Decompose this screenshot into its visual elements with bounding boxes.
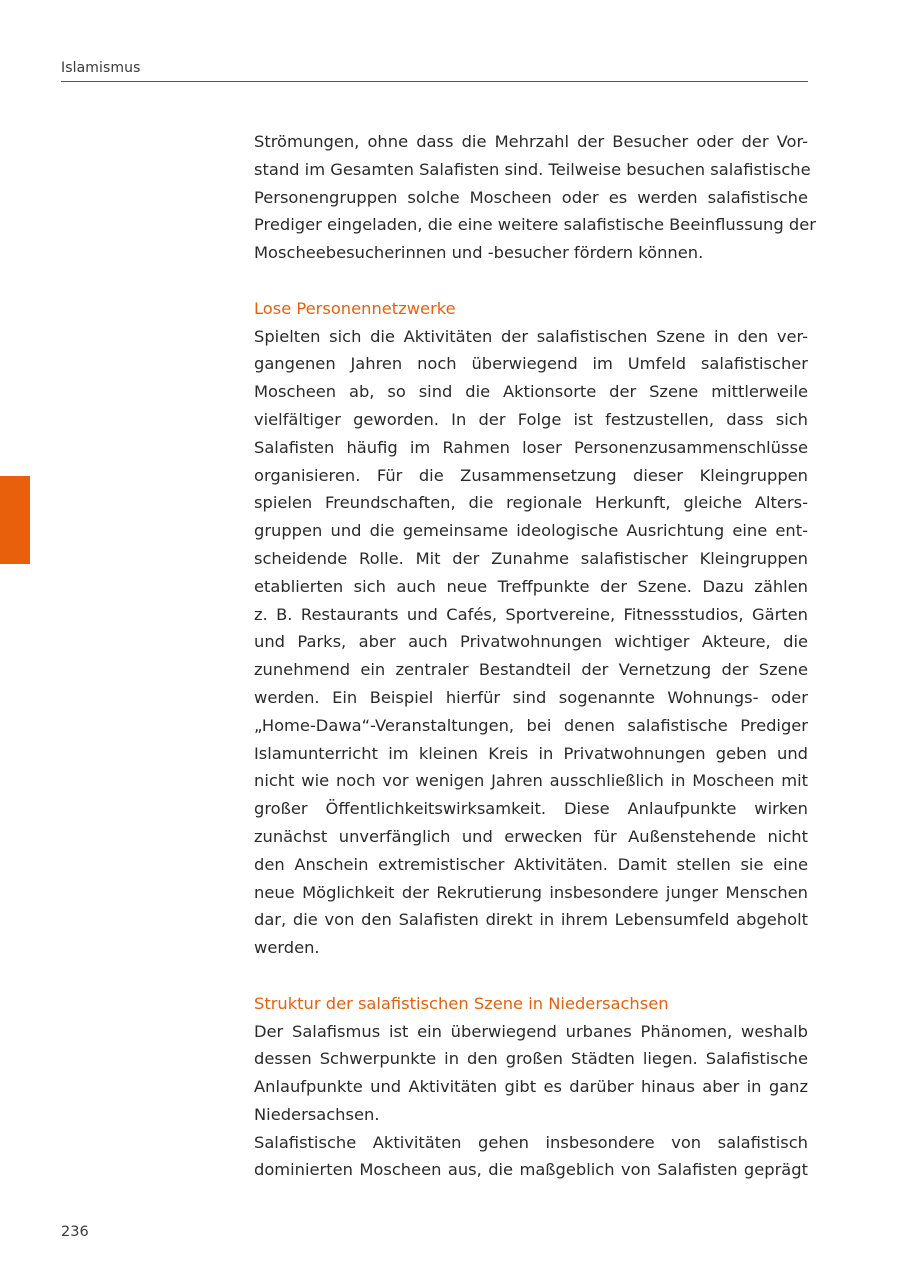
text-line: Personengruppen solche Moscheen oder es werden salafistische	[254, 187, 808, 207]
text-line: werden.	[254, 938, 320, 958]
text-line: Strömungen, ohne dass die Mehrzahl der Besucher oder der Vor-	[254, 132, 808, 151]
text-line: etablierten sich auch neue Treffpunkte der Szene. Dazu zählen	[254, 576, 808, 596]
text-line: Niedersachsen.	[254, 1104, 380, 1124]
text-line: und Parks, aber auch Privatwohnungen wichtiger Akteure, die	[254, 632, 808, 652]
text-line: Islamunterricht im kleinen Kreis in Privatwohnungen geben und	[254, 743, 808, 763]
paragraph-gap	[254, 962, 808, 990]
text-line: z. B. Restaurants und Cafés, Sportvereine, Fitnessstudios, Gärten	[254, 604, 808, 624]
text-line: gangenen Jahren noch überwiegend im Umfeld salafistischer	[254, 354, 808, 374]
text-line: dar, die von den Salafisten direkt in ihrem Lebensumfeld abgeholt	[254, 910, 808, 930]
text-line: Salafisten häufig im Rahmen loser Personenzusammenschlüsse	[254, 437, 808, 457]
text-line: Der Salafismus ist ein überwiegend urbanes Phänomen, weshalb	[254, 1021, 808, 1041]
text-line: zunehmend ein zentraler Bestandteil der Vernetzung der Szene	[254, 660, 808, 680]
text-line: organisieren. Für die Zusammensetzung dieser Kleingruppen	[254, 465, 808, 485]
running-head-title: Islamismus	[61, 60, 141, 76]
text-line: dessen Schwerpunkte in den großen Städten liegen. Salafistische	[254, 1049, 808, 1069]
text-line: Salafistische Aktivitäten gehen insbesondere von salafistisch	[254, 1132, 808, 1152]
section-struktur-niedersachsen	[254, 990, 808, 1185]
text-line: vielfältiger geworden. In der Folge ist festzustellen, dass sich	[254, 409, 808, 429]
text-line: den Anschein extremistischer Aktivitäten. Damit stellen sie eine	[254, 854, 808, 874]
intro-paragraph	[254, 128, 816, 267]
text-line: gruppen und die gemeinsame ideologische Ausrichtung eine ent-	[254, 521, 808, 541]
body-text-column	[254, 128, 816, 1184]
paragraph-gap	[254, 267, 808, 295]
text-line: nicht wie noch vor wenigen Jahren ausschließlich in Moscheen mit	[254, 771, 808, 791]
text-line: großer Öffentlichkeitswirksamkeit. Diese Anlaufpunkte wirken	[254, 799, 808, 819]
text-line: Moscheebesucherinnen und -besucher fördern können.	[254, 243, 704, 263]
text-line: stand im Gesamten Salafisten sind. Teilweise besuchen salafistische	[254, 159, 811, 179]
section-heading: Lose Personennetzwerke	[254, 298, 456, 318]
text-line: „Home-Dawa“-Veranstaltungen, bei denen salafistische Prediger	[254, 715, 808, 735]
section-heading: Struktur der salafistischen Szene in Niedersachsen	[254, 993, 669, 1013]
text-line: Spielten sich die Aktivitäten der salafistischen Szene in den ver-	[254, 326, 808, 346]
text-line: Anlaufpunkte und Aktivitäten gibt es darüber hinaus aber in ganz	[254, 1077, 808, 1097]
text-line: scheidende Rolle. Mit der Zunahme salafistischer Kleingruppen	[254, 548, 808, 568]
text-line: werden. Ein Beispiel hierfür sind sogenannte Wohnungs- oder	[254, 687, 808, 707]
text-line: dominierten Moscheen aus, die maßgeblich von Salafisten geprägt	[254, 1160, 808, 1180]
text-line: spielen Freundschaften, die regionale Herkunft, gleiche Alters-	[254, 493, 808, 513]
text-line: neue Möglichkeit der Rekrutierung insbesondere junger Menschen	[254, 882, 808, 902]
text-line: zunächst unverfänglich und erwecken für Außenstehende nicht	[254, 826, 808, 846]
page-number: 236	[61, 1224, 89, 1240]
header-rule	[61, 81, 808, 82]
chapter-tab-marker	[0, 476, 30, 564]
section-lose-personennetzwerke	[254, 295, 808, 962]
text-line: Prediger eingeladen, die eine weitere salafistische Beeinflussung der	[254, 215, 816, 235]
text-line: Moscheen ab, so sind die Aktionsorte der Szene mittlerweile	[254, 382, 808, 402]
